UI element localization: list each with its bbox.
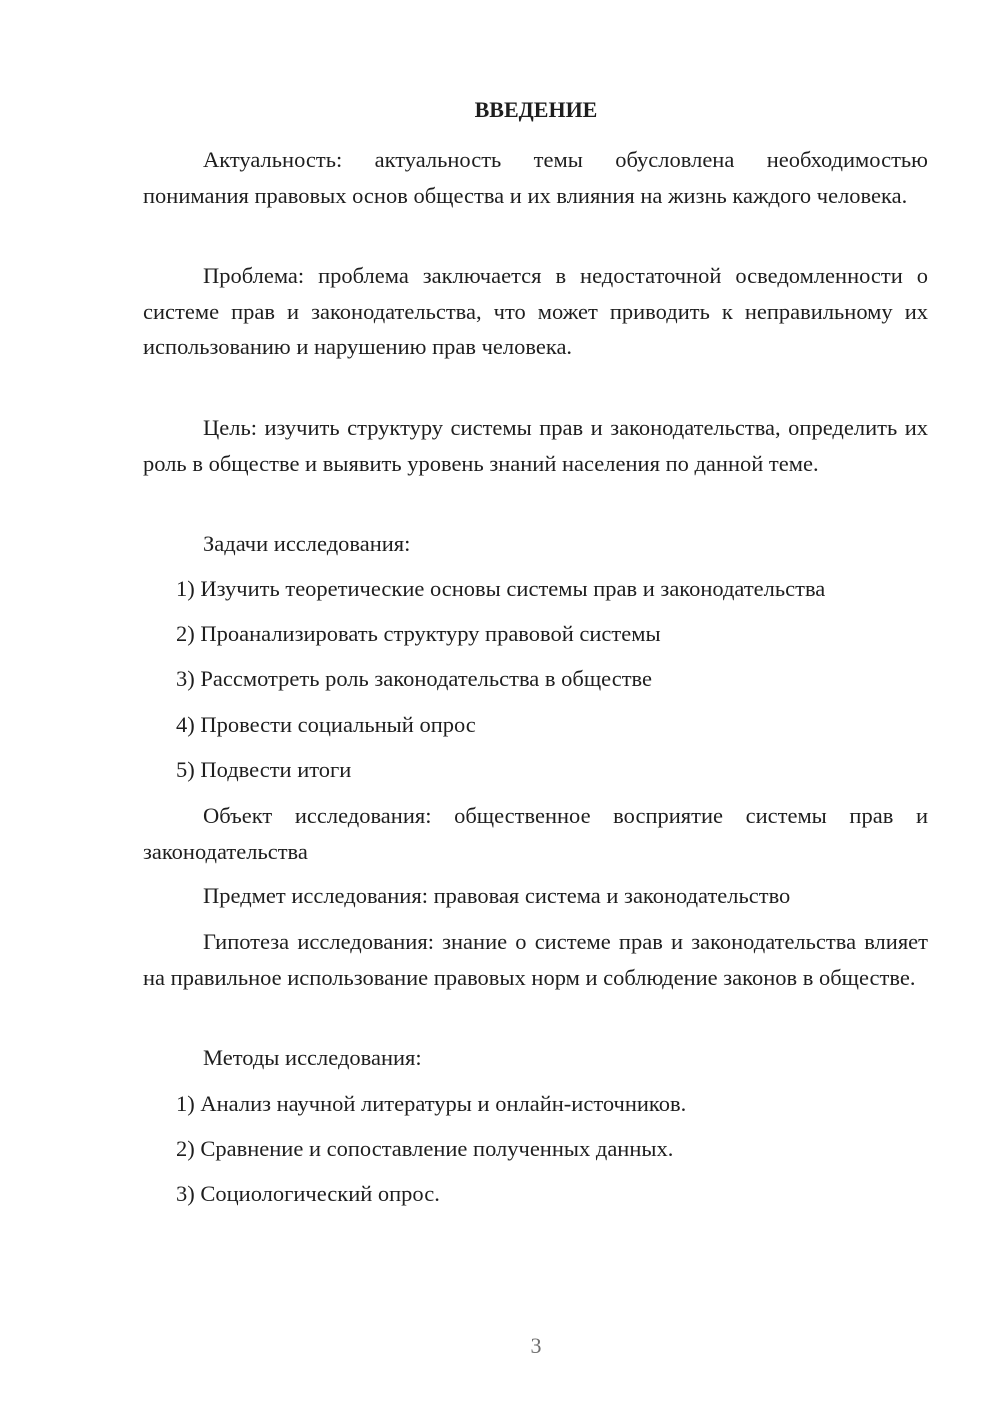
method-item-2: 2) Сравнение и сопоставление полученных данных. [176,1136,674,1161]
paragraph-problem: Проблема: проблема заключается в недостаточной осведомленности о системе прав и законодательства, что может приводить к неправильному их использованию и нарушению прав человека. [143,263,928,359]
page-title: ВВЕДЕНИЕ [474,97,598,122]
task-item-3: 3) Рассмотреть роль законодательства в обществе [176,666,653,691]
tasks-heading: Задачи исследования: [203,531,411,556]
task-item-1: 1) Изучить теоретические основы системы прав и законодательства [176,576,826,601]
task-item-2: 2) Проанализировать структуру правовой системы [176,621,661,646]
paragraph-object: Объект исследования: общественное восприятие системы прав и законодательства [143,803,928,864]
task-item-5: 5) Подвести итоги [176,757,352,782]
method-item-3: 3) Социологический опрос. [176,1181,440,1206]
paragraph-subject: Предмет исследования: правовая система и законодательство [203,883,791,908]
task-item-4: 4) Провести социальный опрос [176,712,476,737]
page-number: 3 [530,1333,542,1358]
paragraph-goal: Цель: изучить структуру системы прав и законодательства, определить их роль в обществе и выявить уровень знаний населения по данной теме. [143,415,928,476]
paragraph-hypothesis: Гипотеза исследования: знание о системе прав и законодательства влияет на правильное использование правовых норм и соблюдение законов в обществе. [143,929,928,990]
paragraph-relevance: Актуальность: актуальность темы обусловлена необходимостью понимания правовых основ общества и их влияния на жизнь каждого человека. [143,147,928,208]
methods-heading: Методы исследования: [203,1045,422,1070]
method-item-1: 1) Анализ научной литературы и онлайн-источников. [176,1091,687,1116]
